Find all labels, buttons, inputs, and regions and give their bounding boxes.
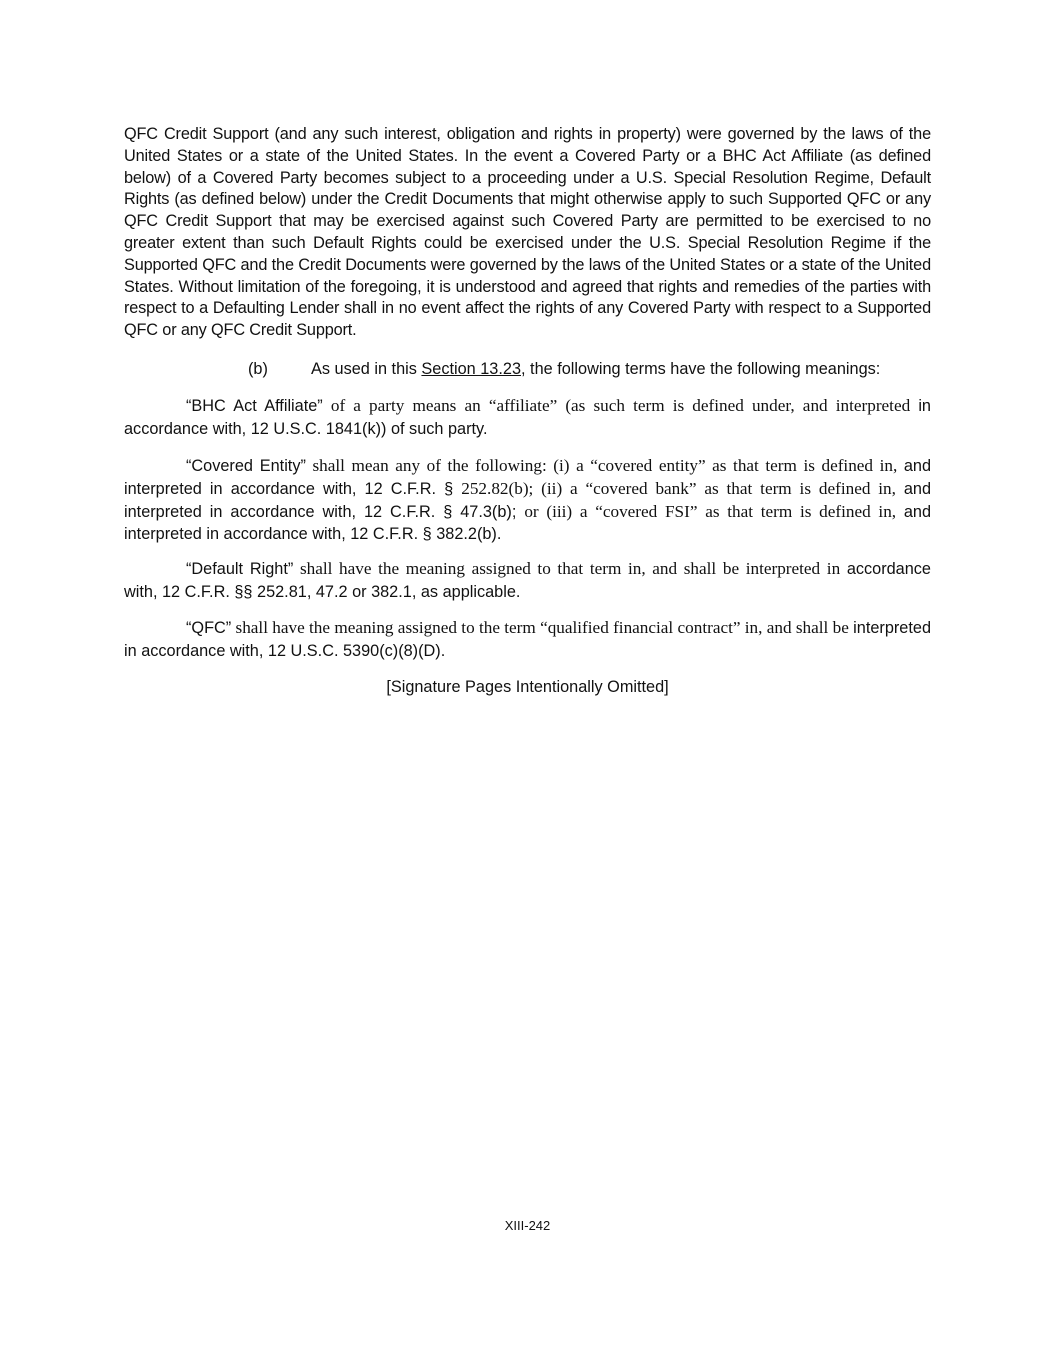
definition-text-part: and interpreted in accordance with, 12 C.F.R. § [124, 457, 931, 498]
definition-text-part: or (iii) a “covered FSI” as that term is defined in, [524, 501, 904, 521]
definition-covered-entity [124, 455, 931, 546]
defined-term: “Covered Entity” [186, 457, 306, 475]
definition-text-continued: interpreted in accordance with, 12 U.S.C. 5390(c)(8)(D). [124, 619, 931, 660]
definition-text-part: 252.82(b); (ii) a “covered bank” as that term is defined in, [461, 478, 904, 498]
definition-qfc [124, 617, 931, 663]
defined-term: “QFC” [186, 619, 232, 637]
page-number: XIII-242 [504, 1218, 551, 1233]
section-b-label: (b) [248, 360, 268, 378]
definition-text: shall mean any of the following: (i) a “covered entity” as that term is defined in, [305, 456, 904, 475]
section-reference-link[interactable]: Section 13.23 [421, 360, 521, 378]
definition-text-part: and interpreted in accordance with, 12 C.F.R. § 47.3(b); [124, 479, 931, 521]
section-b-paragraph [248, 358, 880, 380]
definition-text-part: and interpreted in accordance with, 12 C.F.R. § 382.2(b). [124, 502, 931, 544]
definition-default-right [124, 558, 931, 604]
definition-text-continued: in accordance with, 12 U.S.C. 1841(k)) of such party. [124, 397, 931, 438]
definition-text-continued: accordance with, 12 C.F.R. §§ 252.81, 47.2 or 382.1, as applicable. [124, 560, 931, 601]
section-b-text-end: , the following terms have the following meanings: [521, 360, 881, 378]
section-b-text: As used in this [311, 360, 422, 378]
definition-text: shall have the meaning assigned to that term in, and shall be interpreted in [293, 559, 847, 578]
definition-bhc-act-affiliate [124, 395, 931, 441]
definition-text: of a party means an “affiliate” (as such term is defined under, and interpreted [322, 396, 919, 415]
body-paragraph: QFC Credit Support (and any such interest, obligation and rights in property) were governed by the laws of the United States or a state of the United States. In the event a Covered Party or a BHC Act Affiliate (as defined below) of a Covered Party becomes subject to a proceeding under a U.S. Special Resolution Regime, Default Rights (as defined below) under the Credit Documents that might otherwise apply to such Supported QFC or any QFC Credit Support that may be exercised against such Covered Party are permitted to be exercised to no greater extent than such Default Rights could be exercised under the U.S. Special Resolution Regime if the Supported QFC and the Credit Documents were governed by the laws of the United States or a state of the United States. Without limitation of the foregoing, it is understood and agreed that rights and remedies of the parties with respect to a Defaulting Lender shall in no event affect the rights of any Covered Party with respect to a Supported QFC or any QFC Credit Support. [124, 125, 931, 340]
defined-term: “Default Right” [186, 560, 294, 578]
defined-term: “BHC Act Affiliate” [186, 397, 323, 415]
definition-text: shall have the meaning assigned to the term “qualified financial contract” in, and shall be [231, 618, 854, 637]
signature-pages-note: [Signature Pages Intentionally Omitted] [386, 678, 669, 696]
